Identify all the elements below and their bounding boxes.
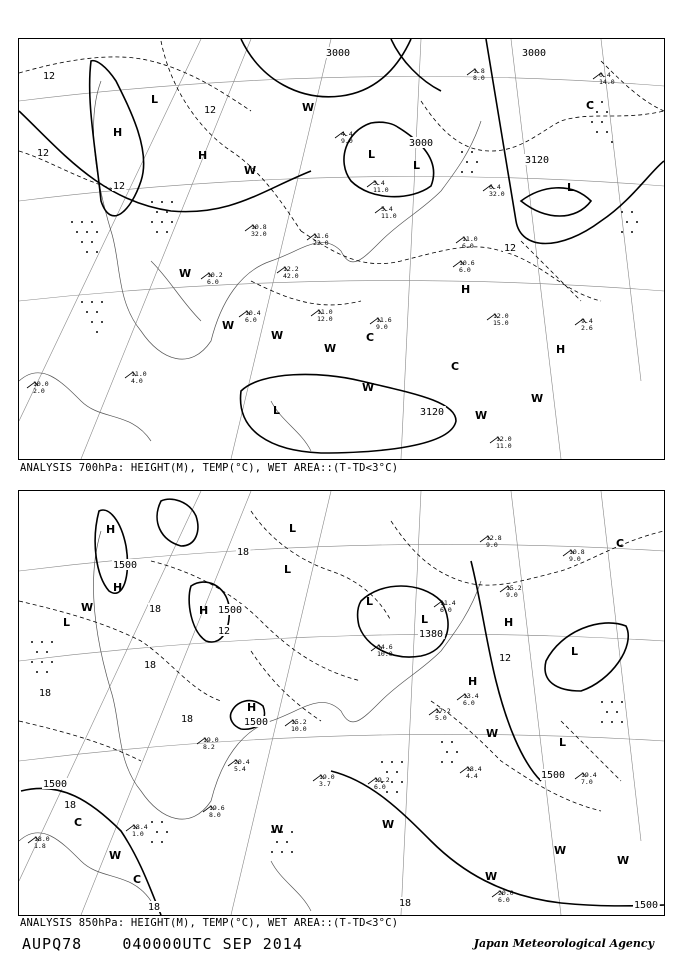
low-pressure-marker: L (567, 181, 575, 194)
station-temperature: 1.8 (473, 67, 485, 75)
caption-850hpa: ANALYSIS 850hPa: HEIGHT(M), TEMP(°C), WET AREA::(T-TD<3°C) (20, 917, 399, 929)
warm-center-marker: W (486, 727, 499, 740)
contour-label: 18 (237, 547, 250, 558)
contour-label: 12 (113, 181, 126, 192)
station-temperature: 11.4 (440, 599, 456, 607)
station-temperature: 19.2 (374, 776, 390, 784)
station-dewpoint-depression: 6.0 (245, 316, 257, 324)
station-dewpoint-depression: 9.0 (376, 323, 388, 331)
warm-center-marker: W (324, 342, 337, 355)
warm-center-marker: W (485, 870, 498, 883)
contour-label: 12 (504, 243, 517, 254)
contour-label: 1500 (634, 900, 659, 911)
contour-label: 3120 (525, 155, 550, 166)
warm-center-marker: W (475, 409, 488, 422)
station-temperature: 5.4 (381, 205, 393, 213)
station-temperature: 10.2 (207, 271, 223, 279)
station-temperature: 4.4 (341, 130, 353, 138)
station-dewpoint-depression: 11.0 (496, 442, 512, 450)
contour-label: 3000 (326, 48, 351, 59)
map-850hpa-svg (19, 491, 664, 915)
station-dewpoint-depression: 9.0 (506, 591, 518, 599)
valid-time: 040000UTC SEP 2014 (122, 935, 303, 953)
low-pressure-marker: L (63, 616, 71, 629)
station-dewpoint-depression: 10.0 (291, 725, 307, 733)
station-temperature: 19.6 (209, 804, 225, 812)
warm-center-marker: W (244, 164, 257, 177)
cold-center-marker: C (586, 99, 595, 112)
station-temperature: 19.0 (319, 773, 335, 781)
station-temperature: 0.4 (599, 71, 611, 79)
contour-label: 1500 (43, 779, 68, 790)
cold-center-marker: C (133, 873, 142, 886)
contour-label: 18 (39, 688, 52, 699)
warm-center-marker: W (617, 854, 630, 867)
contour-label: 18 (144, 660, 157, 671)
map-panel-850hpa (18, 490, 665, 916)
warm-center-marker: W (81, 601, 94, 614)
cold-center-marker: C (451, 360, 460, 373)
warm-center-marker: W (554, 844, 567, 857)
agency-name: Japan Meteorological Agency (473, 937, 654, 950)
station-dewpoint-depression: 12.0 (317, 315, 333, 323)
station-dewpoint-depression: 6.0 (463, 699, 475, 707)
low-pressure-marker: L (421, 613, 429, 626)
contour-label: 12 (204, 105, 217, 116)
warm-center-marker: W (109, 849, 122, 862)
station-temperature: 10.8 (569, 548, 585, 556)
contour-label: 1500 (541, 770, 566, 781)
station-dewpoint-depression: 5.0 (435, 714, 447, 722)
station-dewpoint-depression: 8.2 (203, 743, 215, 751)
station-temperature: 12.0 (493, 312, 509, 320)
station-dewpoint-depression: 32.0 (489, 190, 505, 198)
station-dewpoint-depression: 7.0 (581, 778, 593, 786)
temperature-isotherms (19, 511, 664, 811)
contour-label: 12 (37, 148, 50, 159)
warm-center-marker: W (222, 319, 235, 332)
station-temperature: 19.4 (581, 771, 597, 779)
wet-area (71, 101, 638, 333)
station-dewpoint-depression: 6.0 (498, 896, 510, 904)
station-temperature: 10.6 (459, 259, 475, 267)
low-pressure-marker: L (273, 404, 281, 417)
contour-label: 1380 (419, 629, 444, 640)
high-pressure-marker: H (468, 675, 478, 688)
station-temperature: 17.2 (435, 707, 451, 715)
high-pressure-marker: H (113, 126, 123, 139)
contour-label: 3120 (420, 407, 445, 418)
cold-center-marker: C (74, 816, 83, 829)
contour-label: 18 (399, 898, 412, 909)
station-temperature: 19.0 (203, 736, 219, 744)
map-panel-700hpa (18, 38, 665, 460)
warm-center-marker: W (362, 381, 375, 394)
station-temperature: 3.4 (373, 179, 385, 187)
station-temperature: 18.0 (34, 835, 50, 843)
warm-center-marker: W (302, 101, 315, 114)
station-dewpoint-depression: 1.0 (132, 830, 144, 838)
station-dewpoint-depression: 11.0 (381, 212, 397, 220)
station-dewpoint-depression: 32.0 (251, 230, 267, 238)
station-temperature: 15.2 (291, 718, 307, 726)
low-pressure-marker: L (366, 595, 374, 608)
contour-label: 3000 (522, 48, 547, 59)
contour-label: 18 (181, 714, 194, 725)
warm-center-marker: W (531, 392, 544, 405)
station-temperature: 10.0 (33, 380, 49, 388)
contour-label: 3000 (409, 138, 434, 149)
contour-label: 18 (149, 604, 162, 615)
chart-code: AUPQ78 (22, 935, 83, 953)
warm-center-marker: W (271, 329, 284, 342)
contour-label: 12 (218, 626, 231, 637)
map-labels-850 (28, 522, 660, 913)
station-dewpoint-depression: 3.7 (319, 780, 331, 788)
high-pressure-marker: H (461, 283, 471, 296)
cold-center-marker: C (616, 537, 625, 550)
station-dewpoint-depression: 4.0 (131, 377, 143, 385)
station-temperature: 6.4 (489, 183, 501, 191)
low-pressure-marker: L (368, 148, 376, 161)
station-dewpoint-depression: 22.0 (313, 239, 329, 247)
station-temperature: 20.4 (234, 758, 250, 766)
high-pressure-marker: H (247, 701, 257, 714)
station-dewpoint-depression: 5.4 (234, 765, 246, 773)
station-temperature: 12.8 (486, 534, 502, 542)
station-dewpoint-depression: 6.0 (374, 783, 386, 791)
contour-label: 18 (148, 902, 161, 913)
station-temperature: 18.4 (466, 765, 482, 773)
high-pressure-marker: H (199, 604, 209, 617)
warm-center-marker: W (271, 823, 284, 836)
station-temperature: 11.0 (317, 308, 333, 316)
low-pressure-marker: L (413, 159, 421, 172)
station-temperature: 10.8 (251, 223, 267, 231)
station-dewpoint-depression: 42.0 (283, 272, 299, 280)
chart-code-time (22, 935, 303, 953)
station-dewpoint-depression: 10.0 (377, 650, 393, 658)
station-dewpoint-depression: 14.0 (599, 78, 615, 86)
station-dewpoint-depression: 9.0 (569, 555, 581, 563)
station-dewpoint-depression: 6.0 (207, 278, 219, 286)
high-pressure-marker: H (198, 149, 208, 162)
station-dewpoint-depression: 9.0 (486, 541, 498, 549)
station-temperature: 13.4 (463, 692, 479, 700)
contour-label: 1500 (113, 560, 138, 571)
high-pressure-marker: H (113, 581, 123, 594)
low-pressure-marker: L (571, 645, 579, 658)
station-dewpoint-depression: 15.0 (493, 319, 509, 327)
station-dewpoint-depression: 6.0 (440, 606, 452, 614)
low-pressure-marker: L (559, 736, 567, 749)
high-pressure-marker: H (556, 343, 566, 356)
caption-700hpa: ANALYSIS 700hPa: HEIGHT(M), TEMP(°C), WET AREA::(T-TD<3°C) (20, 462, 399, 474)
contour-label: 1500 (218, 605, 243, 616)
station-temperature: 15.2 (506, 584, 522, 592)
station-temperature: 12.0 (496, 435, 512, 443)
station-dewpoint-depression: 6.0 (462, 242, 474, 250)
map-700hpa-svg (19, 39, 664, 459)
station-dewpoint-depression: 2.6 (581, 324, 593, 332)
station-dewpoint-depression: 2.0 (33, 387, 45, 395)
station-temperature: 11.0 (462, 235, 478, 243)
station-temperature: 9.4 (581, 317, 593, 325)
station-temperature: 20.0 (498, 889, 514, 897)
contour-label: 12 (43, 71, 56, 82)
warm-center-marker: W (179, 267, 192, 280)
warm-center-marker: W (382, 818, 395, 831)
station-dewpoint-depression: 1.8 (34, 842, 46, 850)
station-temperature: 12.2 (283, 265, 299, 273)
cold-center-marker: C (366, 331, 375, 344)
station-dewpoint-depression: 11.0 (373, 186, 389, 194)
low-pressure-marker: L (289, 522, 297, 535)
contour-label: 12 (499, 653, 512, 664)
station-temperature: 10.4 (245, 309, 261, 317)
station-dewpoint-depression: 4.4 (466, 772, 478, 780)
station-temperature: 11.0 (131, 370, 147, 378)
height-contours (19, 39, 664, 453)
station-temperature: 14.6 (377, 643, 393, 651)
wet-area (31, 641, 623, 853)
low-pressure-marker: L (284, 563, 292, 576)
contour-label: 1500 (244, 717, 269, 728)
low-pressure-marker: L (151, 93, 159, 106)
station-dewpoint-depression: 6.0 (459, 266, 471, 274)
graticule (19, 39, 664, 459)
high-pressure-marker: H (106, 523, 116, 536)
contour-label: 18 (64, 800, 77, 811)
station-temperature: 18.4 (132, 823, 148, 831)
high-pressure-marker: H (504, 616, 514, 629)
station-dewpoint-depression: 8.0 (473, 74, 485, 82)
station-dewpoint-depression: 9.0 (341, 137, 353, 145)
station-temperature: 11.6 (376, 316, 392, 324)
station-dewpoint-depression: 8.0 (209, 811, 221, 819)
station-temperature: 11.6 (313, 232, 329, 240)
